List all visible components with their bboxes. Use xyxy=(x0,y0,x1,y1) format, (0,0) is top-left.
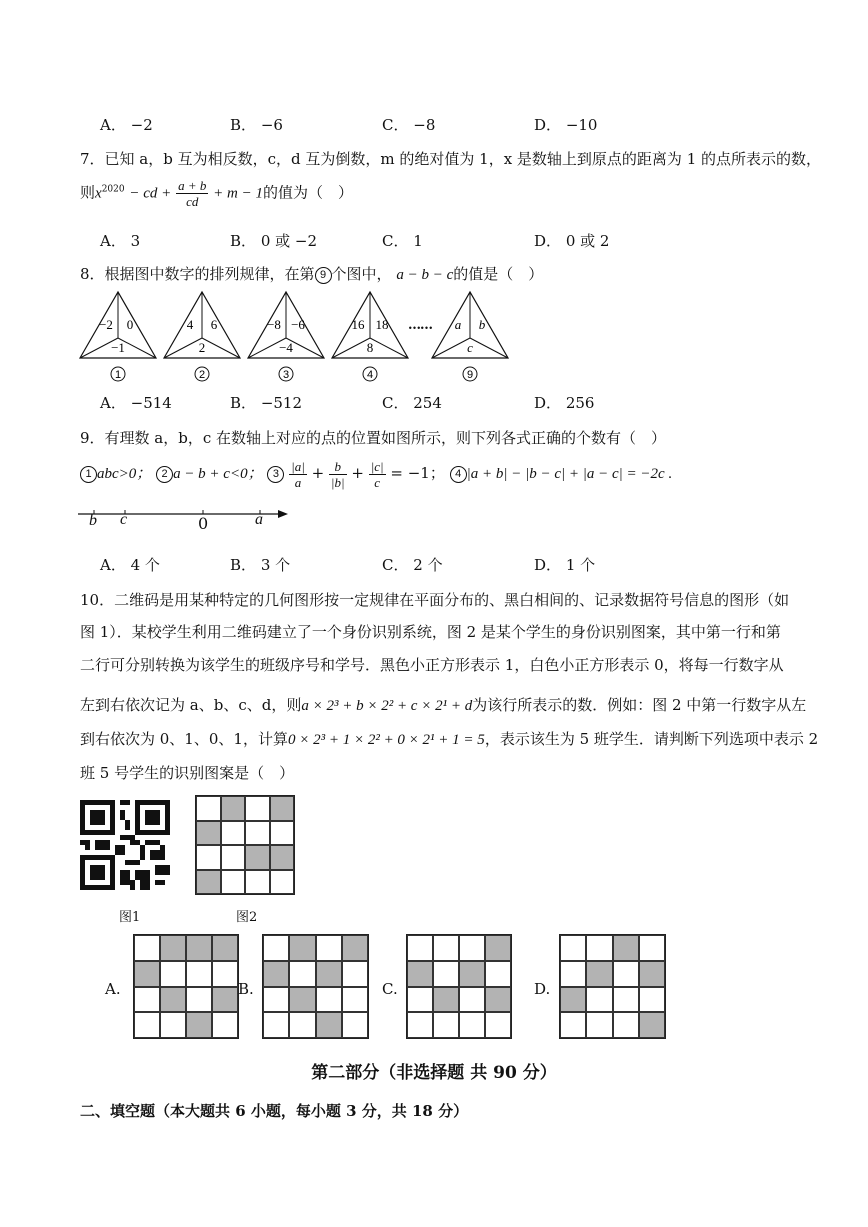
q8-option-c[interactable]: C． 254 xyxy=(382,394,442,412)
q10-line3: 二行可分别转换为该学生的班级序号和学号．黑色小正方形表示 1，白色小正方形表示 0，将每一行数字从 xyxy=(80,656,784,674)
white-square xyxy=(459,987,485,1013)
q7-stem-line2: 则$x^{2020}$ − cd + $\frac{a + b}{cd}$ + m − 1的值为（ ） xyxy=(80,178,353,209)
black-square xyxy=(289,935,315,961)
triangle-bottom-value: 2 xyxy=(198,340,206,355)
triangle-right-value: 18 xyxy=(375,317,389,332)
q6-option-d[interactable]: D． −10 xyxy=(534,116,598,134)
q8-option-a[interactable]: A． −514 xyxy=(100,394,172,412)
fig2-id-pattern xyxy=(195,795,295,895)
q9-number-line xyxy=(76,500,296,536)
q6-option-b[interactable]: B． −6 xyxy=(230,116,283,134)
white-square xyxy=(212,1012,238,1038)
white-square xyxy=(186,987,212,1013)
q10-option-b-label[interactable]: B. xyxy=(238,980,254,998)
q8-triangle-figures xyxy=(70,288,520,388)
white-square xyxy=(342,987,368,1013)
q7-option-b[interactable]: B． 0 或 −2 xyxy=(230,232,318,250)
black-square xyxy=(196,870,221,895)
q7-option-c[interactable]: C． 1 xyxy=(382,232,423,250)
black-square xyxy=(613,935,639,961)
white-square xyxy=(270,821,295,846)
white-square xyxy=(586,935,612,961)
triangle-right-value: 6 xyxy=(210,317,218,332)
white-square xyxy=(212,961,238,987)
white-square xyxy=(245,870,270,895)
white-square xyxy=(560,1012,586,1038)
black-square xyxy=(160,935,186,961)
white-square xyxy=(263,935,289,961)
triangle-left-value: a xyxy=(454,317,462,332)
triangle-figure-2 xyxy=(164,292,240,381)
white-square xyxy=(134,987,160,1013)
q8-option-b[interactable]: B． −512 xyxy=(230,394,303,412)
black-square xyxy=(196,821,221,846)
white-square xyxy=(613,987,639,1013)
triangle-bottom-value: −1 xyxy=(111,340,125,355)
q10-option-c-pattern[interactable] xyxy=(406,934,512,1039)
white-square xyxy=(586,987,612,1013)
black-square xyxy=(212,935,238,961)
section2-title: 二、填空题（本大题共 6 小题，每小题 3 分，共 18 分） xyxy=(80,1102,469,1120)
black-square xyxy=(316,1012,342,1038)
white-square xyxy=(245,821,270,846)
q10-line4: 左到右依次记为 a、b、c、d，则a × 2³ + b × 2² + c × 2¹ + d为该行所表示的数．例如：图 2 中第一行数字从左 xyxy=(80,696,807,714)
triangle-right-value: b xyxy=(478,317,486,332)
fig1-caption: 图1 xyxy=(119,910,141,925)
black-square xyxy=(586,961,612,987)
q10-line1: 10．二维码是用某种特定的几何图形按一定规律在平面分布的、黑白相间的、记录数据符号信息的图形（如 xyxy=(80,591,790,609)
white-square xyxy=(263,987,289,1013)
triangle-figure-4 xyxy=(332,292,408,381)
q10-option-d-label[interactable]: D. xyxy=(534,980,551,998)
part2-title: 第二部分（非选择题 共 90 分） xyxy=(311,1063,557,1083)
q10-option-b-pattern[interactable] xyxy=(262,934,369,1039)
black-square xyxy=(485,987,511,1013)
triangle-bottom-value: c xyxy=(467,340,473,355)
black-square xyxy=(212,987,238,1013)
q9-option-b[interactable]: B． 3 个 xyxy=(230,556,291,574)
axis-label-b: b xyxy=(89,512,97,529)
white-square xyxy=(245,796,270,821)
q9-statements: 1 abc>0； 2 a − b + c<0； 3 $\frac{|a|}{a}$ + $\frac{b}{|b|}$ + $\frac{|c|}{c}$ = −1； 4 |a + b| − |b − c| + |a − c| = −2c . xyxy=(80,456,672,491)
white-square xyxy=(485,1012,511,1038)
black-square xyxy=(134,961,160,987)
q10-line6: 班 5 号学生的识别图案是（ ） xyxy=(80,764,295,782)
black-square xyxy=(270,845,295,870)
triangle-left-value: 4 xyxy=(186,317,194,332)
triangle-right-value: −6 xyxy=(291,317,305,332)
q6-option-a[interactable]: A． −2 xyxy=(100,116,153,134)
q9-option-c[interactable]: C． 2 个 xyxy=(382,556,443,574)
white-square xyxy=(639,987,665,1013)
white-square xyxy=(485,961,511,987)
q8-ellipsis: …… xyxy=(408,318,432,333)
white-square xyxy=(316,935,342,961)
white-square xyxy=(160,1012,186,1038)
black-square xyxy=(639,961,665,987)
triangle-number-label: 9 xyxy=(466,369,474,381)
white-square xyxy=(160,961,186,987)
black-square xyxy=(433,987,459,1013)
black-square xyxy=(316,961,342,987)
q10-option-d-pattern[interactable] xyxy=(559,934,666,1039)
white-square xyxy=(270,870,295,895)
triangle-figure-9 xyxy=(432,292,508,381)
black-square xyxy=(186,935,212,961)
qr-code-image xyxy=(80,800,170,890)
q9-option-d[interactable]: D． 1 个 xyxy=(534,556,596,574)
white-square xyxy=(221,845,246,870)
black-square xyxy=(160,987,186,1013)
q8-stem: 8．根据图中数字的排列规律，在第 9 个图中， a − b − c的值是（ ） xyxy=(80,265,544,283)
triangle-left-value: 16 xyxy=(351,317,365,332)
axis-label-a: a xyxy=(255,511,263,528)
white-square xyxy=(263,1012,289,1038)
white-square xyxy=(342,1012,368,1038)
black-square xyxy=(270,796,295,821)
white-square xyxy=(186,961,212,987)
q9-option-a[interactable]: A． 4 个 xyxy=(100,556,160,574)
white-square xyxy=(407,987,433,1013)
white-square xyxy=(407,1012,433,1038)
q7-option-d[interactable]: D． 0 或 2 xyxy=(534,232,610,250)
triangle-number-label: 4 xyxy=(366,369,374,381)
black-square xyxy=(560,987,586,1013)
white-square xyxy=(221,821,246,846)
q8-option-d[interactable]: D． 256 xyxy=(534,394,595,412)
q10-line2: 图 1）．某校学生利用二维码建立了一个身份识别系统，图 2 是某个学生的身份识别图案，其中第一行和第 xyxy=(80,623,781,641)
black-square xyxy=(342,935,368,961)
axis-label-c: c xyxy=(120,511,128,528)
black-square xyxy=(485,935,511,961)
black-square xyxy=(289,987,315,1013)
triangle-number-label: 3 xyxy=(282,369,290,381)
triangle-bottom-value: 8 xyxy=(366,340,374,355)
triangle-figure-1 xyxy=(80,292,156,381)
white-square xyxy=(221,870,246,895)
white-square xyxy=(639,935,665,961)
black-square xyxy=(245,845,270,870)
q10-line5: 到右依次为 0、1、0、1，计算0 × 2³ + 1 × 2² + 0 × 2¹ + 1 = 5，表示该生为 5 班学生．请判断下列选项中表示 2 xyxy=(80,730,819,748)
white-square xyxy=(289,1012,315,1038)
white-square xyxy=(289,961,315,987)
white-square xyxy=(342,961,368,987)
white-square xyxy=(196,845,221,870)
black-square xyxy=(459,961,485,987)
white-square xyxy=(560,961,586,987)
white-square xyxy=(433,961,459,987)
axis-label-zero: 0 xyxy=(198,514,209,533)
triangle-left-value: −2 xyxy=(99,317,113,332)
triangle-number-label: 1 xyxy=(114,369,122,381)
fig2-caption: 图2 xyxy=(236,910,258,925)
white-square xyxy=(316,987,342,1013)
white-square xyxy=(560,935,586,961)
white-square xyxy=(196,796,221,821)
black-square xyxy=(221,796,246,821)
q7-option-a[interactable]: A． 3 xyxy=(100,232,141,250)
q7-stem: 7．已知 a，b 互为相反数，c，d 互为倒数，m 的绝对值为 1，x 是数轴上到原点的距离为 1 的点所表示的数， xyxy=(80,150,822,168)
white-square xyxy=(459,935,485,961)
q10-option-a-label[interactable]: A. xyxy=(105,980,121,998)
triangle-number-label: 2 xyxy=(198,369,206,381)
white-square xyxy=(433,935,459,961)
black-square xyxy=(639,1012,665,1038)
white-square xyxy=(134,935,160,961)
black-square xyxy=(407,961,433,987)
q9-stem: 9．有理数 a，b，c 在数轴上对应的点的位置如图所示，则下列各式正确的个数有（ ） xyxy=(80,429,667,447)
triangle-left-value: −8 xyxy=(267,317,281,332)
triangle-figure-3 xyxy=(248,292,324,381)
white-square xyxy=(433,1012,459,1038)
q10-option-a-pattern[interactable] xyxy=(133,934,239,1039)
white-square xyxy=(613,1012,639,1038)
black-square xyxy=(263,961,289,987)
white-square xyxy=(459,1012,485,1038)
white-square xyxy=(586,1012,612,1038)
white-square xyxy=(613,961,639,987)
triangle-bottom-value: −4 xyxy=(279,340,293,355)
q10-option-c-label[interactable]: C. xyxy=(382,980,398,998)
triangle-right-value: 0 xyxy=(126,317,134,332)
q6-option-c[interactable]: C． −8 xyxy=(382,116,436,134)
white-square xyxy=(407,935,433,961)
white-square xyxy=(134,1012,160,1038)
black-square xyxy=(186,1012,212,1038)
